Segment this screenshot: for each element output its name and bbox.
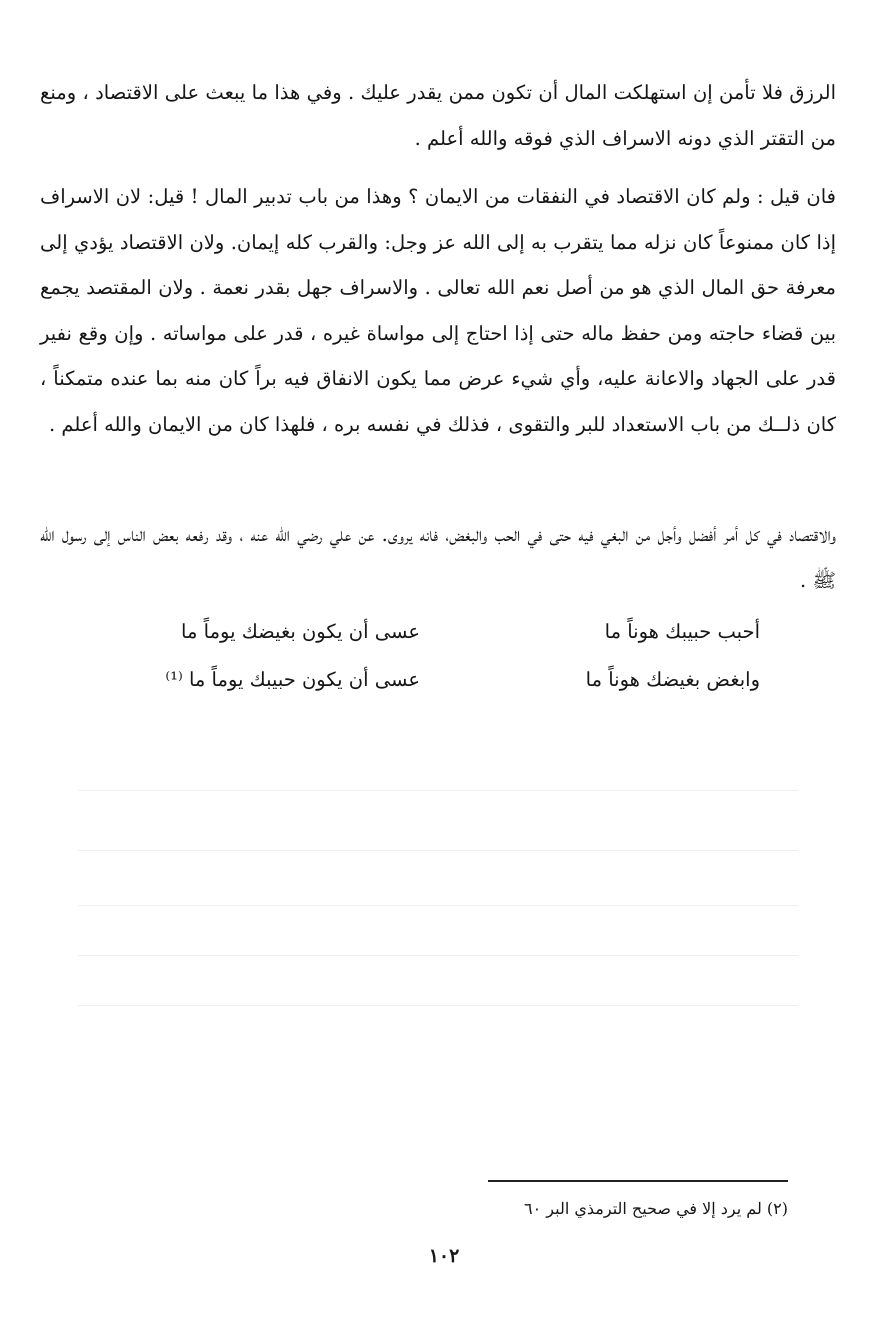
poem-verse xyxy=(120,660,760,700)
show-through xyxy=(78,850,798,851)
poem-second-hemistich: عسى أن يكون حبيبك يوماً ما ⁽¹⁾ xyxy=(165,668,420,691)
poem-first-hemistich: وابغض بغيضك هوناً ما xyxy=(585,668,760,691)
page-number: ١٠٢ xyxy=(428,1245,460,1267)
show-through xyxy=(78,790,798,791)
poem-verse xyxy=(120,612,760,652)
poem-second-hemistich: عسى أن يكون بغيضك يوماً ما xyxy=(181,620,420,643)
show-through xyxy=(78,955,798,956)
paragraph-3: والاقتصاد في كل أمر أفضل وأجل من البغي فيه حتى في الحب والبغض، فانه يروى. عن علي رضي الله عنه ، وقد رفعه بعض الناس إلى رسول الله ﷺ . xyxy=(40,523,836,592)
show-through xyxy=(78,1005,798,1006)
paragraph-2: فان قيل : ولم كان الاقتصاد في النفقات من الايمان ؟ وهذا من باب تدبير المال ! قيل: لان الاسراف إذا كان ممنوعاً كان نزله مما يتقرب به إلى الله عز وجل: والقرب كله إيمان. ولان الاقتصاد يؤدي إلى معرفة حق المال الذي هو من أصل نعم الله تعالى . والاسراف جهل بقدر نعمة . ولان المقتصد يجمع بين قضاء حاجته ومن حفظ ماله حتى إذا احتاج إلى مواساة غيره ، قدر على مواساته . وإن وقع نفير قدر على الجهاد والاعانة عليه، وأي شيء عرض مما يكون الانفاق فيه براً كان منه بما عنده متمكناً ، كان ذلــك من باب الاستعداد للبر والتقوى ، فذلك في نفسه بره ، فلهذا كان من الايمان والله أعلم . xyxy=(40,185,836,436)
paragraph-1: الرزق فلا تأمن إن استهلكت المال أن تكون ممن يقدر عليك . وفي هذا ما يبعث على الاقتصاد ، ومنع من التقتر الذي دونه الاسراف الذي فوقه والله أعلم . xyxy=(40,81,836,150)
footnote-separator xyxy=(488,1180,788,1182)
footnote: (٢) لم يرد إلا في صحيح الترمذي البر ٦٠ xyxy=(524,1199,788,1218)
show-through xyxy=(78,905,798,906)
poem-first-hemistich: أحبب حبيبك هوناً ما xyxy=(604,620,760,643)
